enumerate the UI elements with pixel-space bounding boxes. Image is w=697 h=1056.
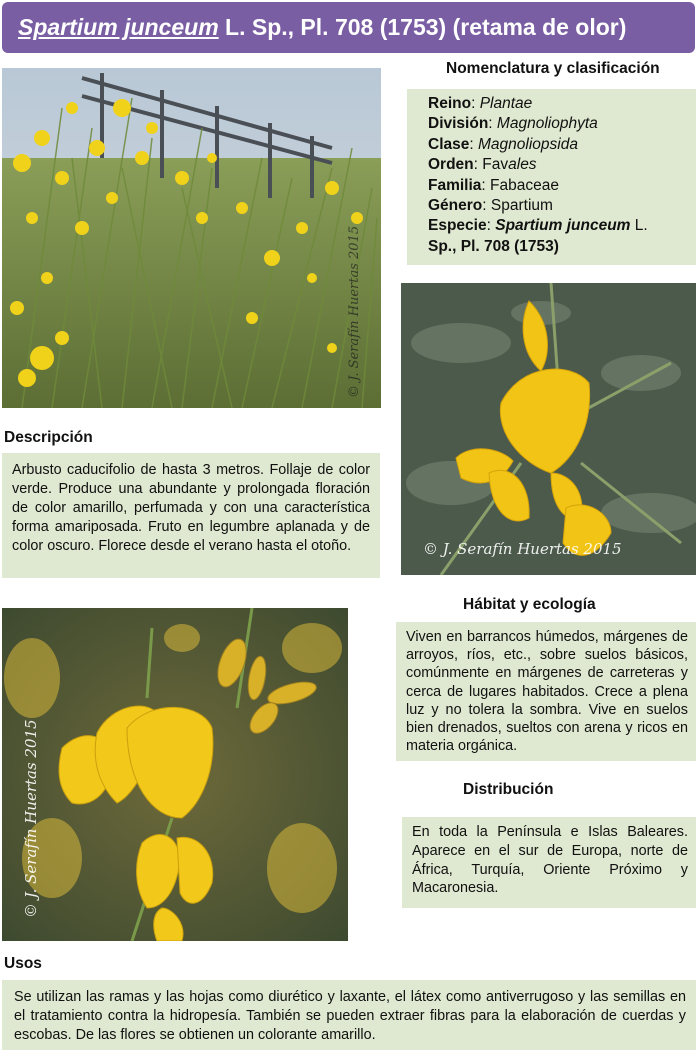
distribution-heading: Distribución bbox=[463, 781, 554, 798]
nomenclature-heading: Nomenclatura y clasificación bbox=[446, 60, 660, 77]
photo-flower-closeup bbox=[401, 283, 696, 575]
row-especie-ref: Sp., Pl. 708 (1753) bbox=[428, 237, 559, 255]
description-text: Arbusto caducifolio de hasta 3 metros. Follaje de color verde. Produce una abundante y prolongada floración de color amarillo, perfumada y con una característica forma amariposada. Fruto en legumbre aplanada y de color oscuro. Florece desde el verano hasta el otoño. bbox=[12, 462, 370, 554]
row-reino: Reino: Plantae bbox=[428, 95, 533, 112]
photo-shrub bbox=[2, 68, 381, 408]
row-division: División: Magnoliophyta bbox=[428, 115, 598, 133]
habitat-box bbox=[396, 622, 696, 761]
photo-flower-closeup-watermark: © J. Serafín Huertas 2015 bbox=[423, 540, 622, 558]
title-rest: L. Sp., Pl. 708 (1753) (retama de olor) bbox=[218, 14, 627, 40]
uses-box bbox=[2, 980, 696, 1050]
row-genero: Género: Spartium bbox=[428, 197, 553, 215]
title-banner bbox=[2, 2, 695, 53]
description-heading: Descripción bbox=[4, 429, 93, 446]
row-familia: Familia: Fabaceae bbox=[428, 176, 559, 194]
habitat-text: Viven en barrancos húmedos, márgenes de arroyos, ríos, etc., sobre suelos básicos, comúnmente en márgenes de carreteras y cerca de lugares habitados. Crece a plena luz y no tolera la sombra. Vive en suelos bien drenados, sueltos con arena y ricos en materia orgánica. bbox=[406, 629, 688, 755]
photo-flower-buds bbox=[2, 608, 348, 941]
row-especie: Especie: Spartium junceum L. bbox=[428, 217, 648, 235]
uses-heading: Usos bbox=[4, 955, 42, 972]
description-box bbox=[2, 453, 380, 578]
row-clase: Clase: Magnoliopsida bbox=[428, 135, 578, 153]
uses-text: Se utilizan las ramas y las hojas como diurético y laxante, el látex como antiverrugoso y las semillas en el tratamiento contra la hidropesía. También se pueden extraer fibras para la elaboración de cuerdas y escobas. De las flores se obtienen un colorante amarillo. bbox=[14, 989, 686, 1043]
row-orden: Orden: Favales bbox=[428, 156, 537, 174]
habitat-heading: Hábitat y ecología bbox=[463, 596, 596, 613]
photo-shrub-watermark: © J. Serafín Huertas 2015 bbox=[347, 225, 362, 398]
title-species: Spartium junceum bbox=[18, 14, 219, 40]
distribution-text: En toda la Península e Islas Baleares. Aparece en el sur de Europa, norte de África, Turquía, Oriente Próximo y Macaronesia. bbox=[412, 824, 688, 897]
nomenclature-box bbox=[407, 89, 696, 265]
photo-flower-buds-watermark: © J. Serafín Huertas 2015 bbox=[22, 719, 40, 918]
distribution-box bbox=[402, 817, 696, 908]
